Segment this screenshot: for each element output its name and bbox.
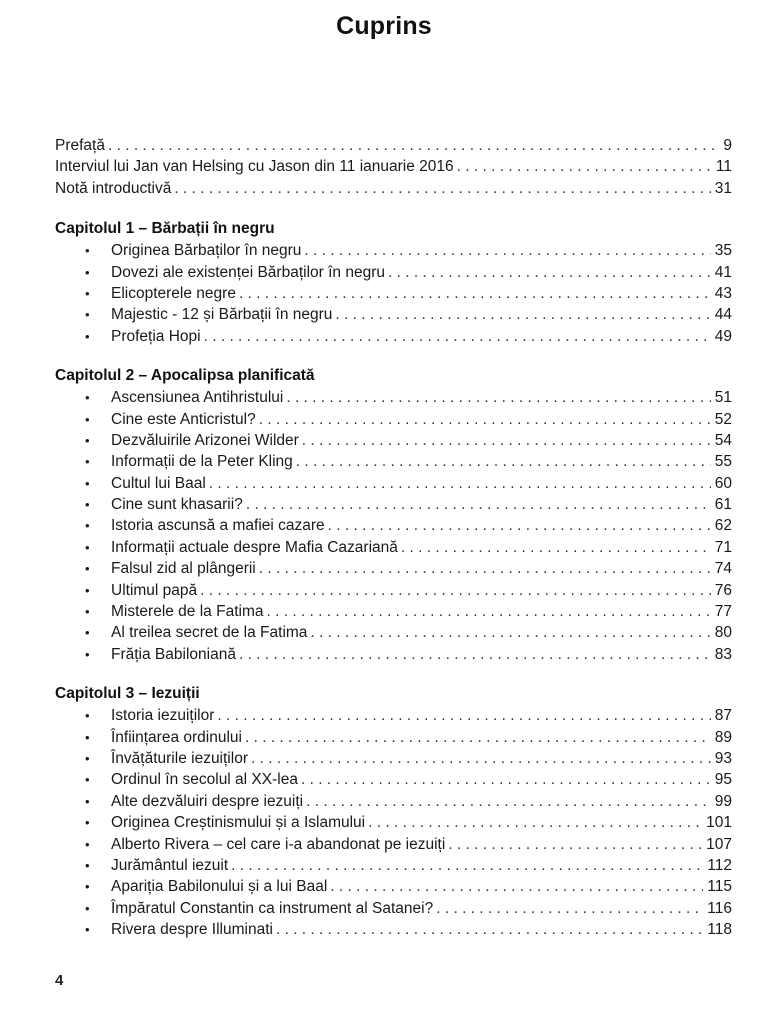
dot-leader	[239, 283, 711, 304]
toc-entry	[55, 834, 732, 855]
toc-entry-label: Originea Creștinismului și a Islamului	[111, 814, 366, 832]
dot-leader	[266, 601, 710, 622]
toc-entry-label: Împăratul Constantin ca instrument al Satanei?	[111, 899, 434, 917]
dot-leader	[245, 727, 711, 748]
bullet-icon: •	[85, 497, 90, 513]
dot-leader	[335, 304, 710, 325]
toc-entry	[55, 409, 732, 430]
toc-entry	[55, 326, 732, 347]
bullet-icon: •	[85, 264, 90, 280]
toc-front-entry	[55, 135, 732, 156]
toc-entry-page: 49	[714, 327, 732, 345]
bullet-icon: •	[85, 900, 90, 916]
toc-entry-page: 61	[714, 496, 732, 514]
toc-entry-label: Istoria ascunsă a mafiei cazare	[111, 517, 325, 535]
toc-entry-label: Ultimul papă	[111, 581, 198, 599]
bullet-icon: •	[85, 815, 90, 831]
toc-entry-label: Elicopterele negre	[111, 284, 236, 302]
toc-entry	[55, 622, 732, 643]
toc-entry-label: Cine este Anticristul?	[111, 410, 256, 428]
toc-entry	[55, 240, 732, 261]
toc-entry-page: 99	[714, 792, 732, 810]
dot-leader	[301, 769, 711, 790]
toc-entry	[55, 727, 732, 748]
toc-entry-page: 52	[714, 410, 732, 428]
dot-leader	[259, 558, 711, 579]
bullet-icon: •	[85, 411, 90, 427]
chapter-heading: Capitolul 2 – Apocalipsa planificată	[55, 367, 315, 385]
bullet-icon: •	[85, 328, 90, 344]
bullet-icon: •	[85, 518, 90, 534]
toc-entry-label: Informații actuale despre Mafia Cazariană	[111, 538, 398, 556]
front-matter-list	[55, 135, 732, 199]
dot-leader	[310, 622, 710, 643]
toc-entry	[55, 898, 732, 919]
dot-leader	[108, 135, 719, 156]
bullet-icon: •	[85, 582, 90, 598]
toc-entry-label: Dovezi ale existenței Bărbaților în negru	[111, 263, 385, 281]
toc-entry-page: 35	[714, 242, 732, 260]
bullet-icon: •	[85, 793, 90, 809]
toc-entry-page: 51	[714, 389, 732, 407]
toc-entry-page: 115	[707, 878, 732, 896]
dot-leader	[457, 156, 712, 177]
bullet-icon: •	[85, 561, 90, 577]
dot-leader	[448, 834, 702, 855]
bullet-icon: •	[85, 432, 90, 448]
dot-leader	[259, 409, 711, 430]
toc-entry	[55, 644, 732, 665]
toc-entry-page: 95	[714, 771, 732, 789]
toc-entry	[55, 558, 732, 579]
toc-entry-label: Prefață	[55, 137, 105, 154]
toc-entry-label: Rivera despre Illuminati	[111, 921, 273, 939]
toc-entry-page: 89	[714, 728, 732, 746]
toc-entry	[55, 812, 732, 833]
toc-entry-page: 107	[706, 835, 732, 853]
toc-entry	[55, 304, 732, 325]
toc-entry-label: Misterele de la Fatima	[111, 603, 264, 621]
bullet-icon: •	[85, 729, 90, 745]
toc-entry	[55, 473, 732, 494]
toc-entry	[55, 791, 732, 812]
toc-entry	[55, 748, 732, 769]
bullet-icon: •	[85, 879, 90, 895]
toc-entry	[55, 705, 732, 726]
page-title: Cuprins	[336, 12, 432, 40]
toc-entry-page: 41	[714, 263, 732, 281]
toc-entry-label: Alte dezvăluiri despre iezuiți	[111, 792, 304, 810]
bullet-icon: •	[85, 539, 90, 555]
toc-entry-page: 80	[714, 624, 732, 642]
bullet-icon: •	[85, 708, 90, 724]
chapters-list	[55, 218, 732, 940]
dot-leader	[328, 515, 711, 536]
toc-entry-label: Interviul lui Jan van Helsing cu Jason din 11 ianuarie 2016	[55, 158, 454, 176]
dot-leader	[204, 326, 711, 347]
bullet-icon: •	[85, 604, 90, 620]
bullet-icon: •	[85, 750, 90, 766]
dot-leader	[302, 430, 711, 451]
dot-leader	[436, 898, 703, 919]
dot-leader	[251, 748, 711, 769]
toc-entry-page: 76	[714, 581, 732, 599]
toc-entry-page: 44	[714, 306, 732, 324]
toc-entry-page: 54	[714, 431, 732, 449]
toc-entry-page: 77	[714, 603, 732, 621]
toc-entry-label: Cultul lui Baal	[111, 474, 206, 492]
bullet-icon: •	[85, 243, 90, 259]
dot-leader	[239, 644, 711, 665]
toc-entry-label: Ordinul în secolul al XX-lea	[111, 771, 298, 789]
chapter-heading: Capitolul 1 – Bărbații în negru	[55, 220, 275, 238]
toc-entry	[55, 580, 732, 601]
toc-entry-label: Informații de la Peter Kling	[111, 453, 293, 471]
toc-entry-page: 93	[714, 749, 732, 767]
toc-entry-page: 43	[714, 284, 732, 302]
toc-entry-page: 74	[714, 560, 732, 578]
toc-entry	[55, 430, 732, 451]
table-of-contents	[55, 135, 732, 941]
toc-entry	[55, 876, 732, 897]
dot-leader	[174, 178, 710, 199]
bullet-icon: •	[85, 307, 90, 323]
dot-leader	[401, 537, 711, 558]
dot-leader	[200, 580, 711, 601]
dot-leader	[276, 919, 703, 940]
toc-entry-page: 87	[714, 707, 732, 725]
toc-entry-label: Frăția Babiloniană	[111, 645, 236, 663]
bullet-icon: •	[85, 772, 90, 788]
toc-entry-page: 55	[714, 453, 732, 471]
toc-entry	[55, 601, 732, 622]
toc-entry	[55, 451, 732, 472]
toc-entry-label: Alberto Rivera – cel care i-a abandonat pe iezuiți	[111, 835, 446, 853]
dot-leader	[330, 876, 703, 897]
bullet-icon: •	[85, 454, 90, 470]
toc-entry-page: 112	[707, 856, 732, 874]
bullet-icon: •	[85, 646, 90, 662]
toc-entry	[55, 769, 732, 790]
bullet-icon: •	[85, 836, 90, 852]
bullet-icon: •	[85, 625, 90, 641]
toc-entry-label: Cine sunt khasarii?	[111, 496, 243, 514]
toc-entry	[55, 515, 732, 536]
toc-entry-page: 11	[715, 158, 732, 176]
dot-leader	[246, 494, 711, 515]
toc-entry-label: Al treilea secret de la Fatima	[111, 624, 308, 642]
dot-leader	[368, 812, 702, 833]
toc-entry-label: Ascensiunea Antihristului	[111, 389, 284, 407]
toc-entry-label: Majestic - 12 și Bărbații în negru	[111, 306, 333, 324]
bullet-icon: •	[85, 285, 90, 301]
dot-leader	[306, 791, 711, 812]
toc-entry	[55, 855, 732, 876]
toc-entry-label: Învățăturile iezuiților	[111, 749, 248, 767]
toc-entry-label: Jurământul iezuit	[111, 856, 229, 874]
toc-entry-page: 116	[707, 899, 732, 917]
page-number: 4	[55, 972, 64, 989]
toc-entry-label: Apariția Babilonului și a lui Baal	[111, 878, 328, 896]
toc-entry	[55, 919, 732, 940]
toc-entry-page: 83	[714, 645, 732, 663]
bullet-icon: •	[85, 390, 90, 406]
toc-entry-label: Înființarea ordinului	[111, 728, 242, 746]
toc-entry-page: 101	[706, 814, 732, 832]
chapter-heading: Capitolul 3 – Iezuiții	[55, 685, 200, 703]
bullet-icon: •	[85, 857, 90, 873]
toc-entry-page: 9	[723, 137, 732, 154]
toc-entry	[55, 494, 732, 515]
dot-leader	[217, 705, 710, 726]
toc-front-entry	[55, 156, 732, 177]
toc-entry-label: Istoria iezuiților	[111, 707, 215, 725]
toc-front-entry	[55, 178, 732, 199]
dot-leader	[388, 262, 711, 283]
toc-entry-label: Originea Bărbaților în negru	[111, 242, 302, 260]
dot-leader	[286, 387, 710, 408]
dot-leader	[296, 451, 711, 472]
toc-entry	[55, 283, 732, 304]
toc-entry-page: 31	[714, 179, 732, 197]
toc-entry	[55, 537, 732, 558]
dot-leader	[231, 855, 703, 876]
bullet-icon: •	[85, 922, 90, 938]
toc-entry-label: Dezvăluirile Arizonei Wilder	[111, 431, 299, 449]
dot-leader	[304, 240, 710, 261]
toc-entry-label: Notă introductivă	[55, 179, 172, 197]
bullet-icon: •	[85, 475, 90, 491]
toc-entry-page: 60	[714, 474, 732, 492]
dot-leader	[209, 473, 711, 494]
toc-entry-page: 71	[714, 538, 732, 556]
toc-entry-page: 118	[707, 921, 732, 939]
toc-entry-label: Falsul zid al plângerii	[111, 560, 256, 578]
toc-entry	[55, 387, 732, 408]
toc-entry-label: Profeția Hopi	[111, 327, 201, 345]
toc-entry-page: 62	[714, 517, 732, 535]
toc-entry	[55, 262, 732, 283]
